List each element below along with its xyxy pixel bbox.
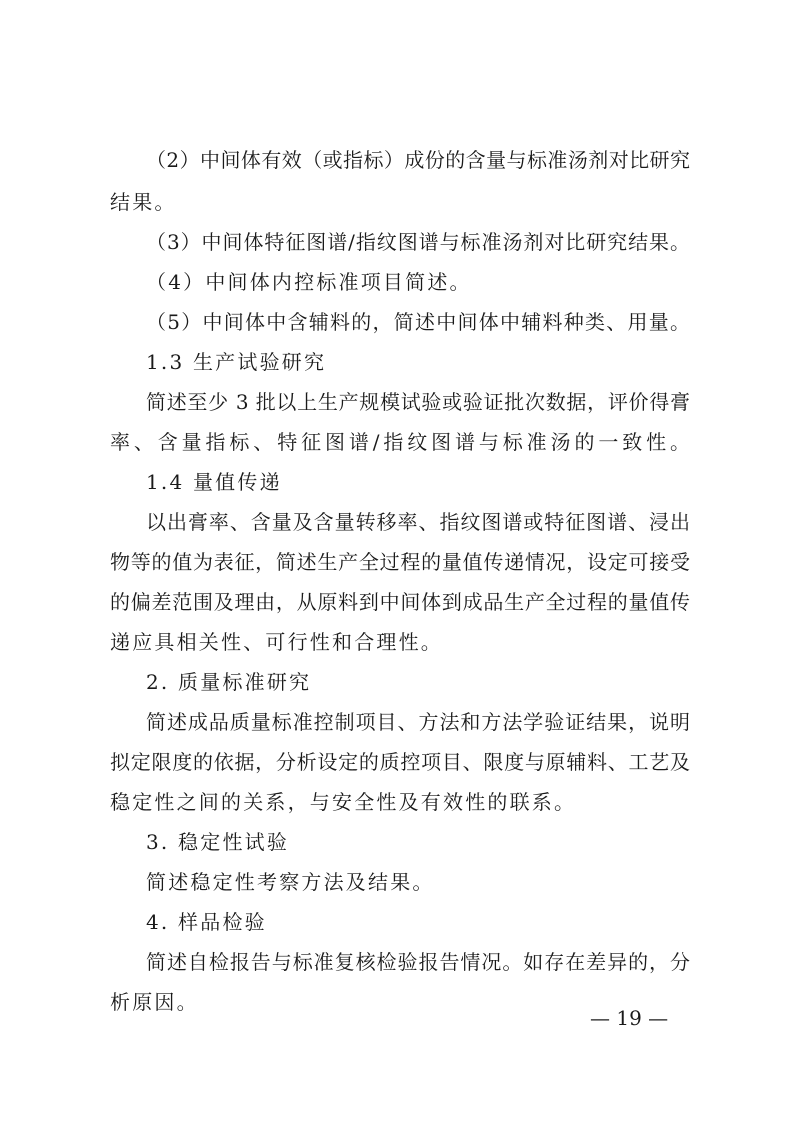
section-heading: 2. 质量标准研究 [146, 670, 312, 694]
section-heading: 1.4 量值传递 [146, 470, 282, 494]
text-line: 拟定限度的依据，分析设定的质控项目、限度与原辅料、工艺及 [110, 750, 690, 774]
text-line: （2）中间体有效（或指标）成份的含量与标准汤剂对比研究 [146, 148, 690, 172]
section-heading: 1.3 生产试验研究 [146, 350, 327, 374]
text-line: 物等的值为表征，简述生产全过程的量值传递情况，设定可接受 [110, 550, 690, 574]
text-line: 递应具相关性、可行性和合理性。 [110, 630, 443, 654]
text-line: 简述自检报告与标准复核检验报告情况。如存在差异的，分 [146, 950, 690, 974]
text-line: 的偏差范围及理由，从原料到中间体到成品生产全过程的量值传 [110, 590, 690, 614]
text-line: （4）中间体内控标准项目简述。 [146, 270, 472, 294]
text-line: 简述稳定性考察方法及结果。 [146, 870, 435, 894]
section-heading: 3. 稳定性试验 [146, 830, 290, 854]
page-number: — 19 — [590, 1006, 669, 1030]
text-line: 率、含量指标、特征图谱/指纹图谱与标准汤的一致性。 [110, 430, 690, 454]
text-line: （5）中间体中含辅料的，简述中间体中辅料种类、用量。 [146, 310, 690, 334]
section-heading: 4. 样品检验 [146, 910, 267, 934]
text-line: 稳定性之间的关系，与安全性及有效性的联系。 [110, 790, 577, 814]
text-line: 结果。 [110, 190, 177, 214]
text-line: 简述至少 3 批以上生产规模试验或验证批次数据，评价得膏 [146, 390, 690, 414]
text-line: 以出膏率、含量及含量转移率、指纹图谱或特征图谱、浸出 [146, 510, 690, 534]
text-line: （3）中间体特征图谱/指纹图谱与标准汤剂对比研究结果。 [146, 230, 690, 254]
text-line: 简述成品质量标准控制项目、方法和方法学验证结果，说明 [146, 710, 690, 734]
text-line: 析原因。 [110, 990, 199, 1014]
